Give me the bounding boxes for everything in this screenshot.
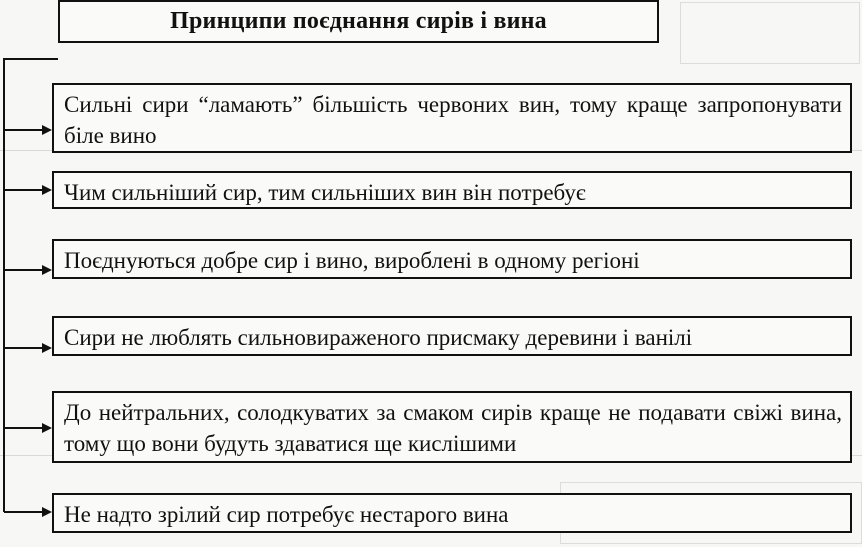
diagram-title-text: Принципи поєднання сирів і вина bbox=[170, 8, 547, 34]
principle-text: Не надто зрілий сир потребує нестарого вина bbox=[64, 502, 509, 527]
principle-box-6 bbox=[52, 493, 852, 533]
principle-text: Поєднуються добре сир і вино, вироблені в одному регіоні bbox=[64, 248, 640, 273]
principle-text: До нейтральних, солодкуватих за смаком сирів краще не подавати свіжі вина, тому що вони будуть здаватися ще кислішими bbox=[64, 400, 842, 456]
principle-box-2 bbox=[52, 171, 852, 209]
principle-box-3 bbox=[52, 239, 852, 279]
connector-from-title bbox=[4, 59, 58, 512]
diagram-title bbox=[58, 0, 659, 43]
principle-box-4 bbox=[52, 316, 852, 356]
principle-text: Сильні сири “ламають” більшість червоних вин, тому краще запропонувати біле вино bbox=[64, 92, 842, 148]
principle-box-1 bbox=[52, 83, 852, 153]
principle-text: Чим сильніший сир, тим сильніших вин він потребує bbox=[64, 180, 586, 205]
principle-text: Сири не люблять сильновираженого присмаку деревини і ванілі bbox=[64, 325, 693, 350]
principle-box-5 bbox=[52, 391, 852, 463]
